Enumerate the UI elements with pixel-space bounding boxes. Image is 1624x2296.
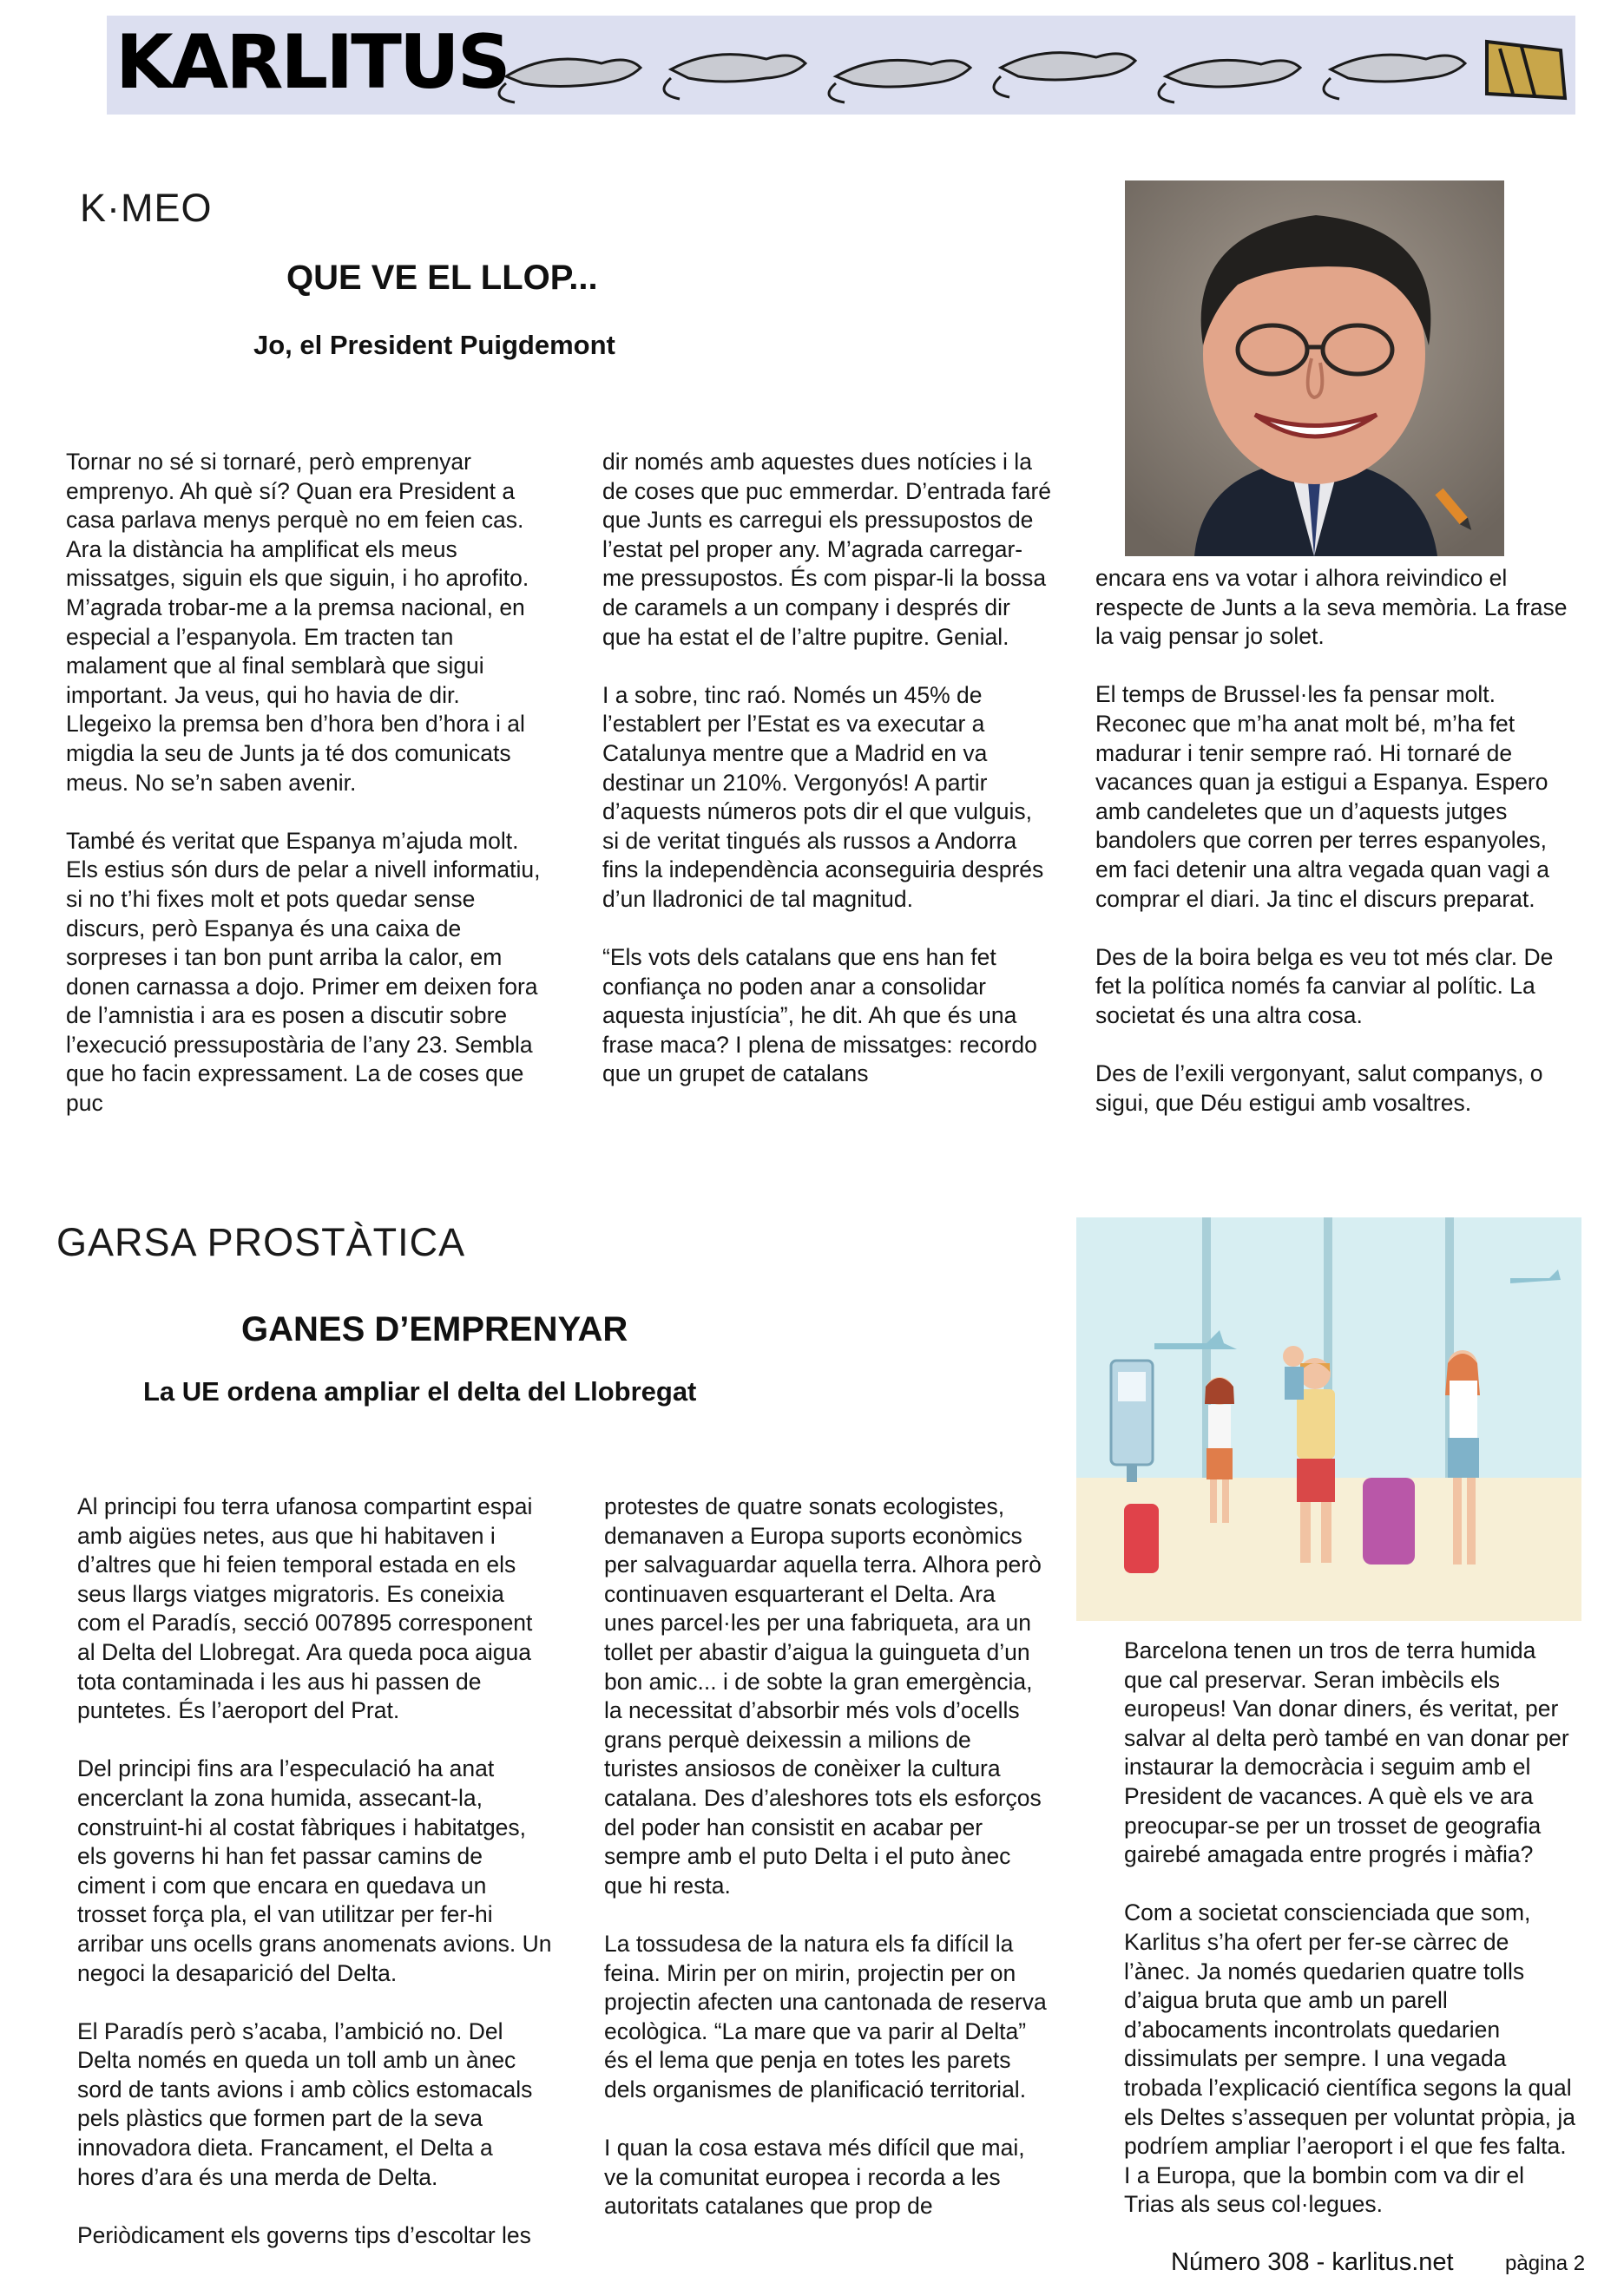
article-column-2 [604, 1492, 1050, 2221]
article-column-2 [602, 448, 1054, 1089]
paragraph: encara ens va votar i alhora reivindico el respecte de Junts a la seva memòria. La frase la vaig pensar jo solet. [1095, 565, 1568, 650]
masthead-banner [107, 16, 1575, 115]
issue-footer: Número 308 - karlitus.net [1171, 2248, 1454, 2276]
article-headline: QUE VE EL LLOP... [286, 259, 598, 297]
paragraph: “Els vots dels catalans que ens han fet confiança no poden anar a consolidar aquesta injustícia”, he dit. Ah que és una frase maca? I plena de missatges: recordo que un grupet de catalans [602, 944, 1037, 1087]
paragraph: El Paradís però s’acaba, l’ambició no. Del Delta només en queda un toll amb un ànec sord de tants avions i amb còlics estomacals pels plàstics que formen part de la seva innovadora dieta. Francament, el Delta a hores d’ara és una merda de Delta. [77, 2017, 533, 2190]
paragraph: Del principi fins ara l’especulació ha anat encerclant la zona humida, assecant-la, construint-hi al costat fàbriques i habitatges, els governs hi han fet passar camins de ciment i com que encara en quedava un trosset força pla, el van utilitzar per fer-hi arribar uns ocells grans anomenats avions. Un negoci la desaparició del Delta. [77, 1755, 552, 1986]
paragraph: El temps de Brussel·les fa pensar molt. Reconec que m’ha anat molt bé, m’ha fet madurar i tenir sempre raó. Hi tornaré de vacances quan ja estigui a Espanya. Espero amb candeletes que un d’aquests jutges bandolers que corren per terres espanyoles, em faci detenir una altra vegada quan vagi a comprar el diari. Ja tinc el discurs preparat. [1095, 681, 1549, 912]
caricature-portrait-icon [1125, 180, 1504, 556]
paragraph: Barcelona tenen un tros de terra humida que cal preservar. Seran imbècils els europeus! Van donar diners, és veritat, per salvar al delta però també en van donar per instaurar la democràcia i seguim amb el President de vacances. A què els ve ara preocupar-se per un trosset de geografia gairebé amagada entre progrés i màfia? [1124, 1637, 1569, 1868]
paragraph: La tossudesa de la natura els fa difícil la feina. Mirin per on mirin, projectin per on projectin afecten una cantonada de reserva ecològica. “La mare que va parir al Delta” és el lema que penja en totes les parets dels organismes de planificació territorial. [604, 1930, 1047, 2102]
section-label: K·MEO [80, 186, 213, 230]
paragraph: També és veritat que Espanya m’ajuda molt. Els estius són durs de pelar a nivell informatiu, si no t’hi fixes molt et pots quedar sense discurs, però Espanya és una caixa de sorpreses i tan bon punt arriba la calor, em donen carnassa a dojo. Primer em deixen fora de l’amnistia i ara es posen a discutir sobre l’execució pressupostària de l’any 23. Sembla que ho facin expressament. La de coses que puc [66, 827, 541, 1117]
paragraph: Des de la boira belga es veu tot més clar. De fet la política només fa canviar al polític. La societat és una altra cosa. [1095, 943, 1554, 1028]
page-number: pàgina 2 [1505, 2252, 1586, 2275]
article-subhead: Jo, el President Puigdemont [253, 330, 615, 360]
section-label: GARSA PROSTÀTICA [56, 1220, 466, 1264]
article-subhead: La UE ordena ampliar el delta del Llobregat [143, 1376, 697, 1407]
paragraph: Periòdicament els governs tips d’escoltar les [77, 2221, 531, 2248]
article-column-3 [1124, 1637, 1577, 2220]
airport-family-illustration-icon [1076, 1217, 1581, 1621]
article-column-3 [1095, 564, 1578, 1118]
article-column-1 [66, 448, 542, 1118]
paragraph: I quan la cosa estava més difícil que mai, ve la comunitat europea i recorda a les autoritats catalanes que prop de [604, 2135, 1025, 2220]
paragraph: Al principi fou terra ufanosa compartint espai amb aigües netes, aus que hi habitaven i d’altres que hi feien temporal estada en els seus llargs viatges migratoris. Es coneixia com el Paradís, secció 007895 corresponent al Delta del Llobregat. Ara queda poca aigua tota contaminada i les aus hi passen de puntetes. És l’aeroport del Prat. [77, 1493, 533, 1724]
paragraph: Tornar no sé si tornaré, però emprenyar emprenyo. Ah què sí? Quan era President a casa parlava menys perquè no em feien cas. Ara la distància ha amplificat els meus missatges, siguin els que siguin, i ho aprofito. M’agrada trobar-me a la premsa nacional, en especial a l’espanyola. Em tracten tan malament que al final semblarà que sigui important. Ja veus, qui ho havia de dir. Llegeixo la premsa ben d’hora ben d’hora i al migdia la seu de Junts ja té dos comunicats meus. No se’n saben avenir. [66, 449, 529, 796]
rats-tail-illustration-icon [489, 16, 1575, 115]
paragraph: protestes de quatre sonats ecologistes, demanaven a Europa suports econòmics per salvaguardar aquella terra. Alhora però continuaven esquarterant el Delta. Ara unes parcel·les per una fabriqueta, ara un tollet per abastir d’aigua la guingueta d’un bon amic... i de sobte la gran emergència, la necessitat d’absorbir més vols d’ocells grans perquè deixessin a milions de turistes ansiosos de conèixer la cultura catalana. Des d’aleshores tots els esforços del poder han consistit en acabar per sempre amb el puto Delta i el puto ànec que hi resta. [604, 1493, 1042, 1899]
paragraph: dir només amb aquestes dues notícies i la de coses que puc emmerdar. D’entrada faré que Junts es carregui els pressupostos de l’estat pel proper any. M’agrada carregar-me pressupostos. És com pispar-li la bossa de caramels a un company i després dir que ha estat el de l’altre pupitre. Genial. [602, 449, 1052, 650]
paragraph: Com a societat conscienciada que som, Karlitus s’ha ofert per fer-se càrrec de l’ànec. Ja només quedarien quatre tolls d’aigua bruta que amb un parell d’abocaments incontrolats quedarien dissimulats per sempre. I una vegada trobada l’explicació científica segons la qual els Deltes s’assequen per voluntat pròpia, ja podríem ampliar l’aeroport i el que fes falta. I a Europa, que la bombin com va dir el Trias als seus col·legues. [1124, 1899, 1575, 2218]
paragraph: I a sobre, tinc raó. Només un 45% de l’establert per l’Estat es va executar a Catalunya mentre que a Madrid en va destinar un 210%. Vergonyós! A partir d’aquests números pots dir el que vulguis, si de veritat tingués als russos a Andorra fins la independència aconseguiria després d’un lladronici de tal magnitud. [602, 681, 1044, 912]
paragraph: Des de l’exili vergonyant, salut companys, o sigui, que Déu estigui amb vosaltres. [1095, 1060, 1543, 1116]
masthead-title: KARLITUS [115, 19, 509, 106]
article-column-1 [77, 1492, 553, 2250]
article-headline: GANES D’EMPRENYAR [241, 1310, 628, 1348]
